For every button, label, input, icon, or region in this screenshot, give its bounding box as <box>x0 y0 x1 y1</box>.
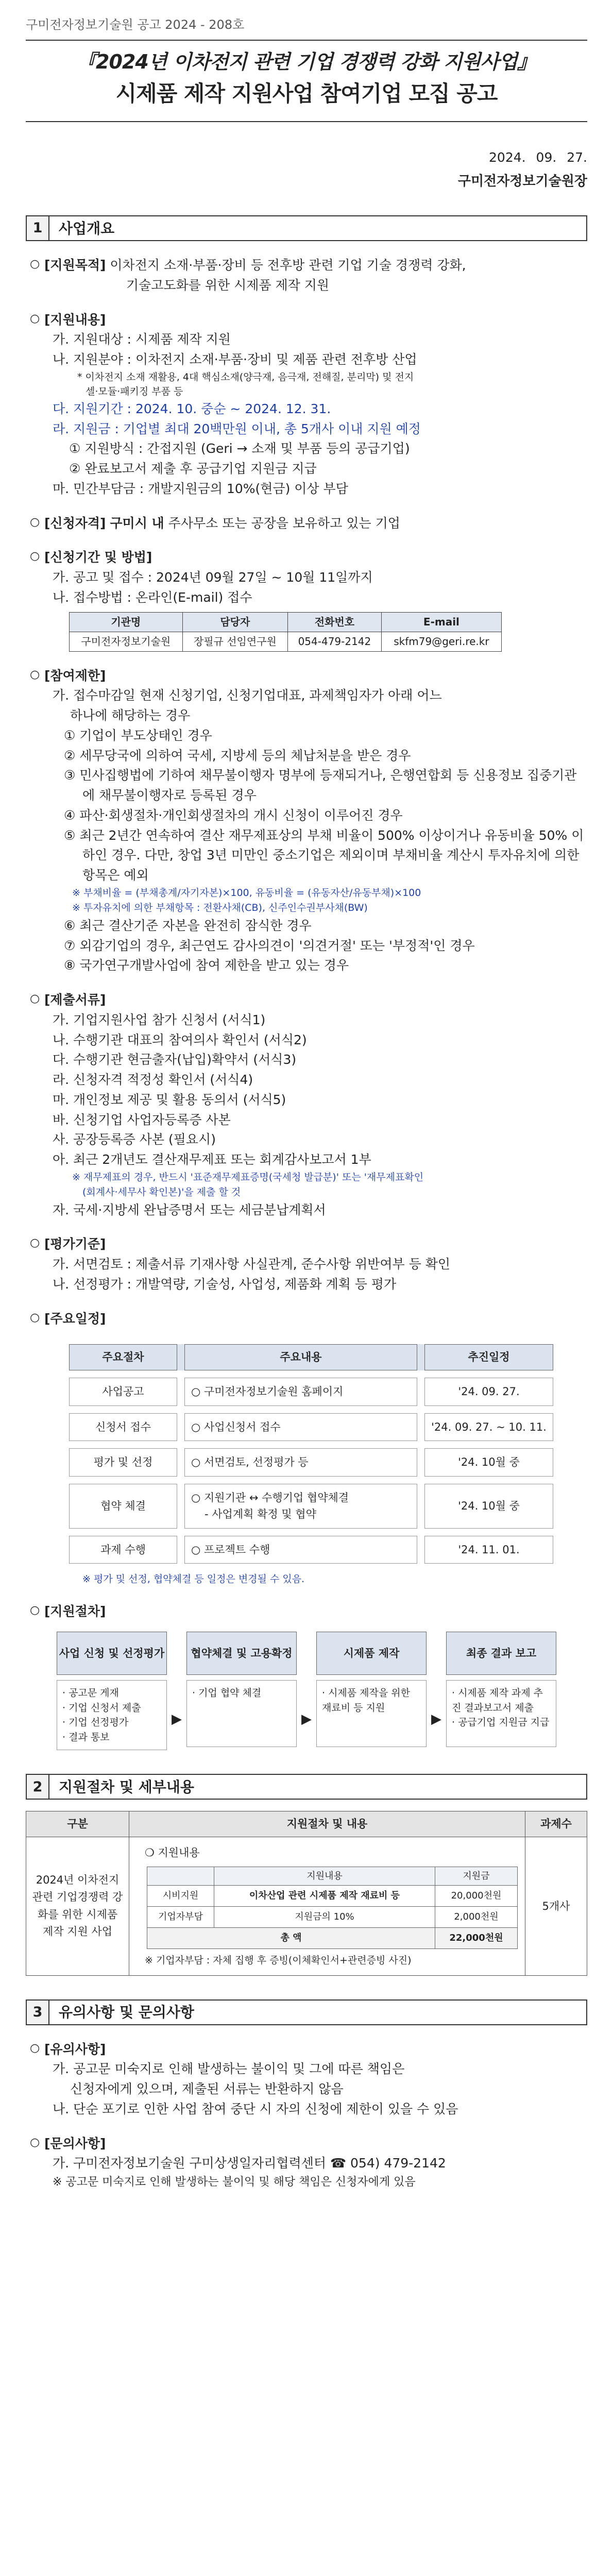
restriction-item: ② 세무당국에 의하여 국세, 지방세 등의 체납처분을 받은 경우 <box>64 748 411 763</box>
schedule-step: 신청서 접수 <box>69 1413 177 1442</box>
section-title: 사업개요 <box>59 219 115 237</box>
restriction-item: ⑥ 최근 결산기준 자본을 완전히 잠식한 경우 <box>64 918 312 933</box>
cautions-block <box>26 2040 587 2120</box>
contact-email[interactable]: skfm79@geri.re.kr <box>381 632 501 651</box>
support-block <box>26 310 587 499</box>
procedure-step-body: · 시제품 제작을 위한 재료비 등 지원 <box>316 1680 427 1747</box>
support-amount-table <box>147 1867 518 1950</box>
inner-header: 지원금 <box>435 1867 518 1886</box>
contact-header: 기관명 <box>70 612 183 632</box>
schedule-content: ○ 지원기관 ↔ 수행기업 협약체결 <box>191 1491 349 1504</box>
inner-row <box>147 1907 518 1928</box>
schedule-content-sub: - 사업계획 확정 및 협약 <box>205 1508 316 1521</box>
document-item: 사. 공장등록증 사본 (필요시) <box>53 1132 216 1147</box>
schedule-date: '24. 10월 중 <box>424 1484 553 1529</box>
documents-block <box>26 990 587 1220</box>
apply-item-b: 나. 접수방법 : 온라인(E-mail) 접수 <box>53 589 252 605</box>
contact-org: 구미전자정보기술원 <box>70 632 183 651</box>
schedule-content-cell <box>184 1484 417 1529</box>
evaluation-item-b: 나. 선정평가 : 개발역량, 기술성, 사업성, 제품화 계획 등 평가 <box>53 1276 397 1292</box>
support-item-b: 나. 지원분야 : 이차전지 소재·부품·장비 및 제품 관련 전후방 산업 <box>53 352 417 367</box>
title-line-1: 『2024년 이차전지 관련 기업 경쟁력 강화 지원사업』 <box>77 50 536 74</box>
restriction-item: ⑦ 외감기업의 경우, 최근연도 감사의견이 '의견거절' 또는 '부정적'인 경우 <box>64 938 475 953</box>
support-item-e: 마. 민간부담금 : 개발지원금의 10%(현금) 이상 부담 <box>53 481 348 496</box>
schedule-header: 주요절차 <box>69 1344 177 1370</box>
eligibility-head: [신청자격] <box>44 515 106 531</box>
restriction-item: ③ 민사집행법에 기하여 채무불이행자 명부에 등재되거나, 은행연합회 등 신용정보 집중기관에 채무불이행자로 등록된 경우 <box>64 768 577 803</box>
schedule-table <box>69 1337 553 1571</box>
cautions-b: 나. 단순 포기로 인한 사업 참여 중단 시 자의 신청에 제한이 있을 수 있음 <box>53 2101 458 2116</box>
documents-note-2: (회계사·세무사 확인본)'을 제출 할 것 <box>82 1187 241 1198</box>
restriction-item: ⑧ 국가연구개발사업에 참여 제한을 받고 있는 경우 <box>64 958 349 973</box>
document-item: 라. 신청자격 적정성 확인서 (서식4) <box>53 1072 253 1088</box>
schedule-row <box>69 1378 553 1406</box>
inquiry-head: ○ [문의사항] <box>26 2134 587 2154</box>
document-item-last: 자. 국세·지방세 완납증명서 또는 세금분납계획서 <box>53 1202 326 1217</box>
contact-person: 장필규 선임연구원 <box>182 632 287 651</box>
procedure-step-title: 사업 신청 및 선정평가 <box>57 1632 167 1675</box>
procedure-step <box>186 1632 297 1747</box>
title-box <box>26 41 587 122</box>
inner-total-row <box>147 1928 518 1949</box>
procedure-head: ○ [지원절차] <box>26 1602 587 1622</box>
detail-row <box>26 1837 587 1976</box>
inner-content: 이차산업 관련 시제품 제작 재료비 등 <box>214 1886 435 1907</box>
schedule-header: 주요내용 <box>184 1344 417 1370</box>
documents-head: ○ [제출서류] <box>26 990 587 1010</box>
cautions-a2: 신청자에게 있으며, 제출된 서류는 반환하지 않음 <box>70 2081 344 2097</box>
schedule-step: 협약 체결 <box>69 1484 177 1529</box>
procedure-step-title: 시제품 제작 <box>316 1632 427 1675</box>
inner-header: 지원내용 <box>214 1867 435 1886</box>
contact-header: E-mail <box>381 612 501 632</box>
apply-head: ○ [신청기간 및 방법] <box>26 548 587 568</box>
evaluation-item-a: 가. 서면검토 : 제출서류 기재사항 사실관계, 준수사항 위반여부 등 확인 <box>53 1257 451 1272</box>
support-note-2: 셀·모듈·패키징 부품 등 <box>86 386 183 398</box>
arrow-right-icon: ▶ <box>431 1711 441 1727</box>
schedule-step: 과제 수행 <box>69 1536 177 1564</box>
apply-item-a: 가. 공고 및 접수 : 2024년 09월 27일 ~ 10월 11일까지 <box>53 570 373 585</box>
schedule-date: '24. 09. 27. ~ 10. 11. <box>424 1413 553 1442</box>
detail-content-title: ❍ 지원내용 <box>145 1846 200 1859</box>
schedule-content: ○ 사업신청서 접수 <box>184 1413 417 1442</box>
inner-row <box>147 1886 518 1907</box>
restriction-item: ⑤ 최근 2년간 연속하여 결산 재무제표상의 부채 비율이 500% 이상이거나 유동비율 50% 이하인 경우. 다만, 창업 3년 미만인 중소기업은 제외이며 부채비율 계산시 투자유치에 의한 항목은 예외 <box>64 827 584 883</box>
procedure-step-body: · 공고문 게재 · 기업 신청서 제출 · 기업 선정평가 · 결과 통보 <box>57 1680 167 1750</box>
section-number: 2 <box>27 1775 49 1799</box>
schedule-step: 사업공고 <box>69 1378 177 1406</box>
document-item: 바. 신청기업 사업자등록증 사본 <box>53 1112 231 1127</box>
support-head: ○ [지원내용] <box>26 310 587 330</box>
purpose-block <box>26 256 587 296</box>
restriction-note-1: ※ 부채비율 = (부채총계/자기자본)×100, 유동비율 = (유동자산/유동부채)×100 <box>72 887 421 899</box>
document-item: 나. 수행기관 대표의 참여의사 확인서 (서식2) <box>53 1032 307 1047</box>
purpose-text-1: 이차전지 소재·부품·장비 등 전후방 관련 기업 기술 경쟁력 강화, <box>110 258 466 273</box>
detail-header: 과제수 <box>525 1811 587 1837</box>
procedure-step-body: · 기업 협약 체결 <box>186 1680 297 1747</box>
section-header-1 <box>26 215 587 241</box>
procedure-flow <box>57 1632 572 1750</box>
document-item: 다. 수행기관 현금출자(납입)확약서 (서식3) <box>53 1052 297 1067</box>
eligibility-text: 주사무소 또는 공장을 보유하고 있는 기업 <box>164 515 400 531</box>
arrow-right-icon: ▶ <box>172 1711 182 1727</box>
inner-amount: 2,000천원 <box>435 1907 518 1928</box>
detail-content-cell <box>129 1837 525 1976</box>
procedure-step <box>316 1632 427 1747</box>
section-header-3 <box>26 1999 587 2025</box>
support-item-c: 다. 지원기간 : 2024. 10. 중순 ~ 2024. 12. 31. <box>53 401 331 416</box>
contact-row <box>70 632 502 651</box>
inner-total-label: 총 액 <box>147 1928 435 1949</box>
procedure-step-title: 최종 결과 보고 <box>446 1632 556 1675</box>
schedule-row <box>69 1536 553 1564</box>
schedule-date: '24. 10월 중 <box>424 1448 553 1477</box>
schedule-row <box>69 1484 553 1529</box>
section-number: 3 <box>27 2001 49 2024</box>
cautions-a1: 가. 공고문 미숙지로 인해 발생하는 불이익 및 그에 따른 책임은 <box>53 2061 405 2077</box>
detail-category: 2024년 이차전지 관련 기업경쟁력 강화를 위한 시제품 제작 지원 사업 <box>26 1837 129 1976</box>
section-title: 지원절차 및 세부내용 <box>59 1778 194 1795</box>
support-item-d: 라. 지원금 : 기업별 최대 20백만원 이내, 총 5개사 이내 지원 예정 <box>53 421 421 436</box>
schedule-content: ○ 구미전자정보기술원 홈페이지 <box>184 1378 417 1406</box>
procedure-step-body: · 시제품 제작 과제 추진 결과보고서 제출 · 공급기업 지원금 지급 <box>446 1680 556 1747</box>
procedure-step <box>57 1632 167 1750</box>
restriction-item: ④ 파산·회생절차·개인회생절차의 개시 신청이 이루어진 경우 <box>64 807 403 823</box>
eligibility-bold: 구미시 내 <box>110 515 164 531</box>
restrictions-a2: 하나에 해당하는 경우 <box>70 708 191 723</box>
inner-label: 시비지원 <box>147 1886 214 1907</box>
section-title: 유의사항 및 문의사항 <box>59 2003 194 2021</box>
inner-label: 기업자부담 <box>147 1907 214 1928</box>
contact-phone: 054-479-2142 <box>288 632 382 651</box>
evaluation-block <box>26 1234 587 1294</box>
documents-note-1: ※ 재무제표의 경우, 반드시 '표준재무제표증명(국세청 발급분)' 또는 '재무제표확인 <box>72 1171 424 1183</box>
purpose-text-2: 기술고도화를 위한 시제품 제작 지원 <box>126 277 330 293</box>
section-number: 1 <box>27 216 49 240</box>
detail-header: 지원절차 및 내용 <box>129 1811 525 1837</box>
document-item: 가. 기업지원사업 참가 신청서 (서식1) <box>53 1012 266 1027</box>
support-item-d1: ① 지원방식 : 간접지원 (Geri → 소재 및 부품 등의 공급기업) <box>69 441 410 456</box>
schedule-date: '24. 11. 01. <box>424 1536 553 1564</box>
inner-content: 지원금의 10% <box>214 1907 435 1928</box>
inquiry-block <box>26 2134 587 2192</box>
schedule-header: 추진일정 <box>424 1344 553 1370</box>
notice-date: 2024. 09. 27. <box>489 150 587 165</box>
inner-total-amount: 22,000천원 <box>435 1928 518 1949</box>
contact-header: 담당자 <box>182 612 287 632</box>
restrictions-a1: 가. 접수마감일 현재 신청기업, 신청기업대표, 과제책임자가 아래 어느 <box>53 688 442 703</box>
restriction-note-2: ※ 투자유치에 의한 부채항목 : 전환사채(CB), 신주인수권부사채(BW) <box>72 902 368 914</box>
detail-count: 5개사 <box>525 1837 587 1976</box>
detail-header: 구분 <box>26 1811 129 1837</box>
inquiry-a: 가. 구미전자정보기술원 구미상생일자리협력센터 ☎ 054) 479-2142 <box>53 2156 446 2171</box>
section-header-2 <box>26 1774 587 1800</box>
procedure-block <box>26 1602 587 1751</box>
schedule-content: ○ 서면검토, 선정평가 등 <box>184 1448 417 1477</box>
inquiry-note: ※ 공고문 미숙지로 인해 발생하는 불이익 및 해당 책임은 신청자에게 있음 <box>53 2176 416 2189</box>
arrow-right-icon: ▶ <box>301 1711 312 1727</box>
procedure-step <box>446 1632 556 1747</box>
schedule-row <box>69 1448 553 1477</box>
apply-block <box>26 548 587 651</box>
eligibility-block <box>26 514 587 534</box>
inner-amount: 20,000천원 <box>435 1886 518 1907</box>
restrictions-block <box>26 666 587 976</box>
restrictions-head: ○ [참여제한] <box>26 666 587 686</box>
contact-header: 전화번호 <box>288 612 382 632</box>
contact-table <box>69 612 502 652</box>
schedule-head: ○ [주요일정] <box>26 1309 587 1329</box>
document-item: 아. 최근 2개년도 결산재무제표 또는 회계감사보고서 1부 <box>53 1152 371 1167</box>
schedule-note: ※ 평가 및 선정, 협약체결 등 일정은 변경될 수 있음. <box>82 1573 305 1585</box>
cautions-head: ○ [유의사항] <box>26 2040 587 2060</box>
evaluation-head: ○ [평가기준] <box>26 1234 587 1255</box>
schedule-date: '24. 09. 27. <box>424 1378 553 1406</box>
schedule-step: 평가 및 선정 <box>69 1448 177 1477</box>
support-item-a: 가. 지원대상 : 시제품 제작 지원 <box>53 332 231 347</box>
support-note-1: * 이차전지 소재 재활용, 4대 핵심소재(양극재, 음극재, 전해질, 분리막) 및 전지 <box>77 371 414 383</box>
document-item: 마. 개인정보 제공 및 활용 동의서 (서식5) <box>53 1092 286 1107</box>
detail-table <box>26 1811 587 1975</box>
schedule-row <box>69 1413 553 1442</box>
restriction-item: ① 기업이 부도상태인 경우 <box>64 727 212 743</box>
organization-name: 구미전자정보기술원장 <box>457 173 587 189</box>
schedule-content: ○ 프로젝트 수행 <box>184 1536 417 1564</box>
detail-inner-note: ※ 기업자부담 : 자체 집행 후 증빙(이체확인서+관련증빙 사진) <box>145 1955 412 1967</box>
purpose-head: [지원목적] <box>44 258 106 273</box>
notice-number: 구미전자정보기술원 공고 2024 - 208호 <box>26 15 587 41</box>
schedule-block <box>26 1309 587 1587</box>
procedure-step-title: 협약체결 및 고용확정 <box>186 1632 297 1675</box>
title-line-2: 시제품 제작 지원사업 참여기업 모집 공고 <box>115 81 498 107</box>
support-item-d2: ② 완료보고서 제출 후 공급기업 지원금 지급 <box>69 461 317 477</box>
